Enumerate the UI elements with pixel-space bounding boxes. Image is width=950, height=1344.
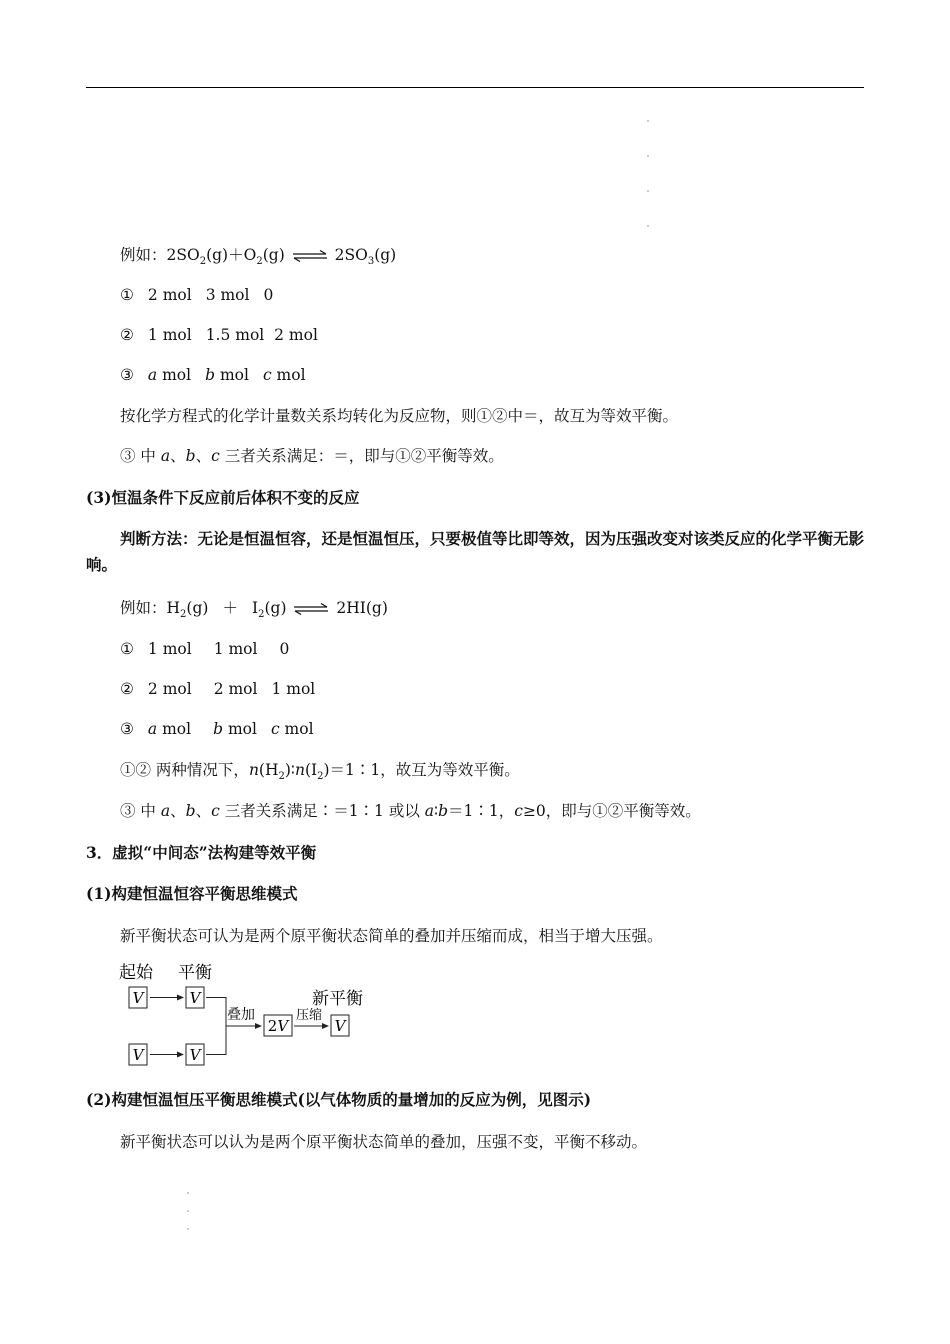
speck — [647, 225, 649, 227]
label-new-equilibrium: 新平衡 — [312, 989, 363, 1009]
speck — [187, 1228, 189, 1230]
label-start: 起始 — [119, 963, 153, 983]
description-1: 新平衡状态可认为是两个原平衡状态简单的叠加并压缩而成，相当于增大压强。 — [120, 927, 663, 945]
note-relation: ③ 中 a、b、c 三者关系满足∶＝1∶1 或以 a∶b＝1∶1，c≥0，即与①②平衡等效。 — [120, 802, 701, 820]
note-conversion: 按化学方程式的化学计量数关系均转化为反应物，则①②中＝，故互为等效平衡。 — [120, 407, 679, 425]
method-paragraph: 判断方法：无论是恒温恒容，还是恒温恒压，只要极值等比即等效，因为压强改变对该类反应的化学平衡无影响。 — [86, 529, 865, 574]
speck — [647, 190, 649, 192]
reaction-equation-hi: 例如：$H_2(g) + I_2(g)$ 2HI(g) — [120, 599, 388, 621]
box-label: V — [334, 1017, 346, 1035]
speck — [187, 1210, 189, 1212]
equilibrium-arrow-icon — [293, 250, 327, 262]
box-label: 2V — [267, 1017, 289, 1035]
equilibrium-diagram — [110, 960, 380, 1072]
box-label: V — [132, 1046, 144, 1064]
subsection-heading-1: (1)构建恒温恒容平衡思维模式 — [86, 884, 298, 903]
box-label: V — [189, 989, 201, 1007]
part-heading: 3．虚拟“中间态”法构建等效平衡 — [86, 843, 317, 862]
case-row-2: ② 2 mol 2 mol 1 mol — [120, 680, 316, 698]
case-row-1: ① 2 mol 3 mol 0 — [120, 286, 274, 304]
section-heading: (3)恒温条件下反应前后体积不变的反应 — [86, 488, 360, 507]
case-row-3: ③ a mol b mol c mol — [120, 720, 314, 738]
case-row-3: ③ a mol b mol c mol — [120, 366, 306, 384]
speck — [647, 120, 649, 122]
speck — [647, 155, 649, 157]
case-row-1: ① 1 mol 1 mol 0 — [120, 640, 290, 658]
equilibrium-arrow-icon — [294, 603, 328, 615]
description-2: 新平衡状态可以认为是两个原平衡状态简单的叠加，压强不变，平衡不移动。 — [120, 1133, 648, 1151]
label-stack: 叠加 — [227, 1007, 255, 1023]
box-label: V — [189, 1046, 201, 1064]
header-rule — [86, 87, 864, 88]
box-label: V — [132, 989, 144, 1007]
speck — [187, 1192, 189, 1194]
label-compress: 压缩 — [296, 1008, 323, 1023]
reaction-equation-so2: 例如：$2SO_2(g)+O_2(g)$ $2SO_3(g)$ — [120, 246, 397, 268]
note-ratio: ①② 两种情况下，$n(H_2)∶n(I_2)=1∶1$，故互为等效平衡。 — [120, 761, 520, 783]
merge-bracket — [206, 998, 226, 1055]
subsection-heading-2: (2)构建恒温恒压平衡思维模式(以气体物质的量增加的反应为例，见图示) — [86, 1090, 592, 1109]
label-equilibrium: 平衡 — [178, 963, 212, 983]
case-row-2: ② 1 mol 1.5 mol 2 mol — [120, 326, 318, 344]
note-relation: ③ 中 a、b、c 三者关系满足：＝，即与①②平衡等效。 — [120, 447, 504, 465]
